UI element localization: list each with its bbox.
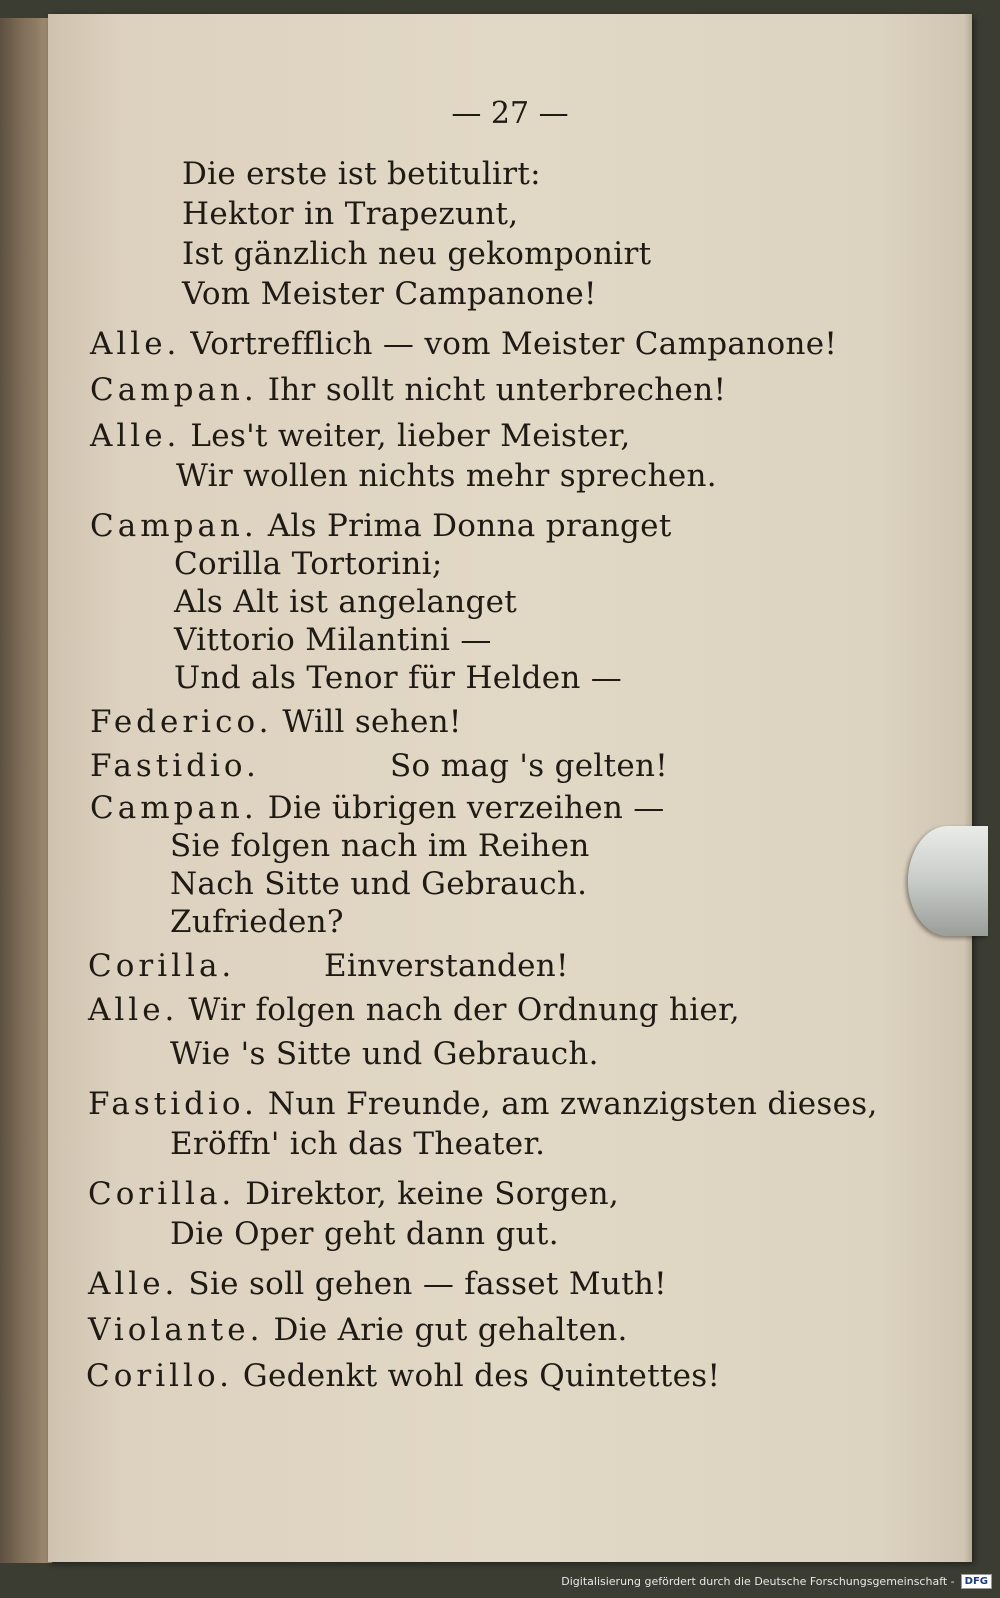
text-line — [90, 326, 837, 362]
line-text: Wie 's Sitte und Gebrauch. — [170, 1036, 599, 1072]
line-text: Sie soll gehen — fasset Muth! — [188, 1266, 667, 1302]
line-text: Die Oper geht dann gut. — [170, 1216, 559, 1252]
text-line — [164, 584, 517, 620]
line-text: Sie folgen nach im Reihen — [170, 828, 590, 864]
text-line — [88, 992, 740, 1028]
speaker-name: Federico. — [90, 704, 273, 740]
speaker-name: Fastidio. — [88, 1086, 258, 1122]
speaker-name: Alle. — [90, 326, 181, 362]
text-line — [88, 1266, 667, 1302]
line-text: Ist gänzlich neu gekomponirt — [182, 236, 652, 272]
text-line — [90, 790, 665, 826]
line-text: Wir wollen nichts mehr sprechen. — [176, 458, 717, 494]
line-text: Und als Tenor für Helden — — [174, 660, 623, 696]
speaker-name: Fastidio. — [90, 748, 260, 784]
text-line — [160, 866, 587, 902]
line-text: Vom Meister Campanone! — [182, 276, 597, 312]
text-line — [90, 748, 668, 784]
text-line — [160, 1036, 599, 1072]
speaker-name: Campan. — [90, 790, 258, 826]
text-line — [160, 828, 590, 864]
speaker-name: Alle. — [88, 992, 179, 1028]
text-line — [172, 276, 597, 312]
line-text: Nach Sitte und Gebrauch. — [170, 866, 588, 902]
line-text: Vittorio Milantini — — [174, 622, 492, 658]
text-line — [86, 1358, 720, 1394]
text-line — [90, 418, 631, 454]
line-text: Direktor, keine Sorgen, — [245, 1176, 620, 1212]
line-text: So mag 's gelten! — [390, 748, 669, 784]
text-line — [90, 704, 462, 740]
book-spine — [0, 18, 52, 1563]
text-line — [172, 236, 651, 272]
page-clip — [908, 826, 988, 936]
speaker-name: Campan. — [90, 508, 258, 544]
line-text: Vortrefflich — vom Meister Campanone! — [190, 326, 838, 362]
text-line — [90, 372, 726, 408]
speaker-name: Alle. — [90, 418, 181, 454]
line-text: Ihr sollt nicht unterbrechen! — [267, 372, 727, 408]
speaker-name: Corillo. — [86, 1358, 233, 1394]
text-line — [88, 1312, 628, 1348]
text-line — [164, 660, 622, 696]
line-text: Gedenkt wohl des Quintettes! — [242, 1358, 721, 1394]
text-line — [166, 458, 717, 494]
line-text: Als Alt ist angelanget — [174, 584, 518, 620]
text-line — [90, 508, 672, 544]
page-edge — [964, 14, 972, 1562]
credit-text: Digitalisierung gefördert durch die Deutsche Forschungsgemeinschaft - — [561, 1574, 955, 1588]
speaker-name: Campan. — [90, 372, 258, 408]
text-line — [172, 196, 518, 232]
line-text: Eröffn' ich das Theater. — [170, 1126, 546, 1162]
line-text: Die Arie gut gehalten. — [273, 1312, 628, 1348]
line-text: Will sehen! — [282, 704, 462, 740]
speaker-name: Corilla. — [88, 948, 236, 984]
book-page — [48, 14, 972, 1562]
speaker-name: Violante. — [88, 1312, 264, 1348]
page-number: — 27 — — [451, 96, 569, 131]
text-line — [160, 1216, 559, 1252]
line-text: Einverstanden! — [324, 948, 569, 984]
text-line — [172, 156, 541, 192]
text-line — [160, 1126, 545, 1162]
line-text: Zufrieden? — [170, 904, 344, 940]
line-text: Wir folgen nach der Ordnung hier, — [188, 992, 740, 1028]
text-line — [88, 948, 569, 984]
speaker-name: Alle. — [88, 1266, 179, 1302]
line-text: Als Prima Donna pranget — [267, 508, 672, 544]
text-line — [164, 546, 443, 582]
line-text: Les't weiter, lieber Meister, — [190, 418, 631, 454]
text-line — [88, 1176, 619, 1212]
text-line — [88, 1086, 878, 1122]
line-text: Die übrigen verzeihen — — [267, 790, 665, 826]
line-text: Die erste ist betitulirt: — [182, 156, 541, 192]
digitization-credit — [561, 1566, 992, 1596]
line-text: Nun Freunde, am zwanzigsten dieses, — [267, 1086, 878, 1122]
text-line — [164, 622, 492, 658]
line-text: Corilla Tortorini; — [174, 546, 443, 582]
text-line — [160, 904, 344, 940]
dfg-logo: DFG — [961, 1574, 992, 1589]
line-text: Hektor in Trapezunt, — [182, 196, 519, 232]
speaker-name: Corilla. — [88, 1176, 236, 1212]
